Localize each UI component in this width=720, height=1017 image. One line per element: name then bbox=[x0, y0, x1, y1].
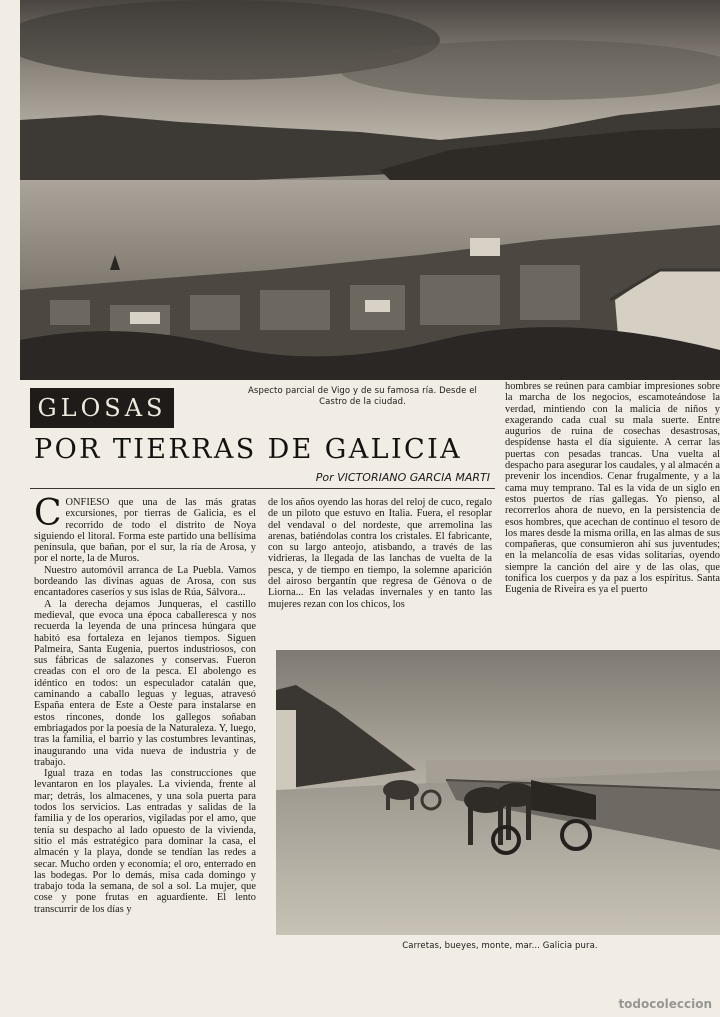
paragraph: hombres se reúnen para cambiar impresiones sobre la marcha de los negocios, escamoteándose la verdad, mintiendo con la malicia de niños y exagerando cada cual su mala suerte. Entre augurios de ruina de cosechas desastrosas, despídense hasta el día siguiente. A cerrar las puertas con pesadas trancas. Una vuelta al despacho para asegurar los caudales, y al almacén a prevenir los incendios. Cenar frugalmente, y a la cama muy temprano. Tal es la vida de un siglo en estos puertos de rías gallegas. Yo pienso, al recorrerlos ahora de nuevo, en la persistencia de esos hombres, que acechan de continuo el tesoro de los mares desde la misma orilla, en las almas de sus compañeras, que consumieron ahí sus juventudes; en la melancolía de esas vidas solitarias, oyendo siempre la canción del aire y de las olas, que tonifica los cuerpos y da paz a los espíritus. Santa Eugenia de Riveira es ya el puerto bbox=[505, 381, 720, 596]
ox-cart-photo bbox=[276, 650, 720, 935]
watermark: todocoleccion bbox=[618, 997, 712, 1011]
paragraph: A la derecha dejamos Junqueras, el castillo medieval, que evoca una época caballeresca y nos recuerda la leyenda de una princesa húngara que habitó esa fortaleza en lejanos tiempos. Siguen Palmeira, Santa Eugenia, puertos industriosos, con sus fábricas de salazones y conservas. Fueron creadas con el oro de la pesca. El abolengo es idéntico en todos: un especulador catalán que, caminando a caballo leguas y leguas, atravesó España entera de Este a Oeste para instalarse en estos rincones, donde los gallegos soñaban embriagados por la poesía de la Naturaleza. Y, luego, tras la familia, el barrio y las costumbres levantinas, inaugurando una vida nueva de industria y de trabajo. bbox=[34, 598, 256, 768]
paragraph: Igual traza en todas las construcciones que levantaron en los playales. La vivienda, frente al mar; detrás, los almacenes, y una sola puerta para todos los servicios. Las entradas y salidas de la familia y de los operarios, vigiladas por el amo, que tenía su despacho al lado opuesto de la vivienda, sitio el más estratégico para dominar la casa, el almacén y la playa, donde se tendían las redes a secar. Mucho orden y economía; el oro, enterrado en las bodegas. Por lo demás, misa cada domingo y trabajo toda la semana, de sol a sol. La mujer, que cose y pone frutas en aguardiente. El lento transcurrir de los días y bbox=[34, 768, 256, 915]
article-column-3 bbox=[505, 381, 720, 626]
article-column-2 bbox=[268, 497, 492, 632]
paragraph: de los años oyendo las horas del reloj de cuco, regalo de un piloto que estuvo en Italia. Fuera, el resoplar del vendaval o del nordeste, que arremolina las arenas, batiéndolas contra los cristales. El fabricante, con su largo anteojo, atisbando, a través de las vidrieras, la llegada de las lanchas de vuelta de la pesca, y de tiempo en tiempo, la solemne aparición del airoso bergantín que regresa de Génova o de Liorna... En las veladas invernales y en tanto las mujeres rezan con los chicos, los bbox=[268, 497, 492, 610]
drop-cap: C bbox=[34, 497, 62, 534]
paragraph: Nuestro automóvil arranca de La Puebla. Vamos bordeando las divinas aguas de Arosa, con sus encantadores caseríos y sus islas de Rúa, Sálvora... bbox=[34, 564, 256, 599]
ox-cart-photo-caption: Carretas, bueyes, monte, mar... Galicia pura. bbox=[402, 941, 598, 951]
paragraph bbox=[34, 497, 256, 565]
vigo-photo-caption: Aspecto parcial de Vigo y de su famosa ría. Desde el Castro de la ciudad. bbox=[248, 386, 477, 407]
article-title: POR TIERRAS DE GALICIA bbox=[34, 434, 463, 465]
section-banner: GLOSAS bbox=[30, 388, 174, 428]
paragraph-text: ONFIESO que una de las más gratas excursiones, por tierras de Galicia, es el recorrido de todo el distrito de Noya siguiendo el litoral. Forma este partido una bellísima península, que bañan, por el sur, la ría de Arosa, y por el norte, la de Muros. bbox=[34, 497, 256, 565]
vigo-photo bbox=[20, 0, 720, 380]
title-rule bbox=[30, 488, 495, 489]
article-byline: Por VICTORIANO GARCIA MARTI bbox=[315, 471, 490, 484]
vigo-photo-image bbox=[20, 0, 720, 380]
ox-cart-photo-image bbox=[276, 650, 720, 935]
article-column-1 bbox=[34, 497, 256, 967]
